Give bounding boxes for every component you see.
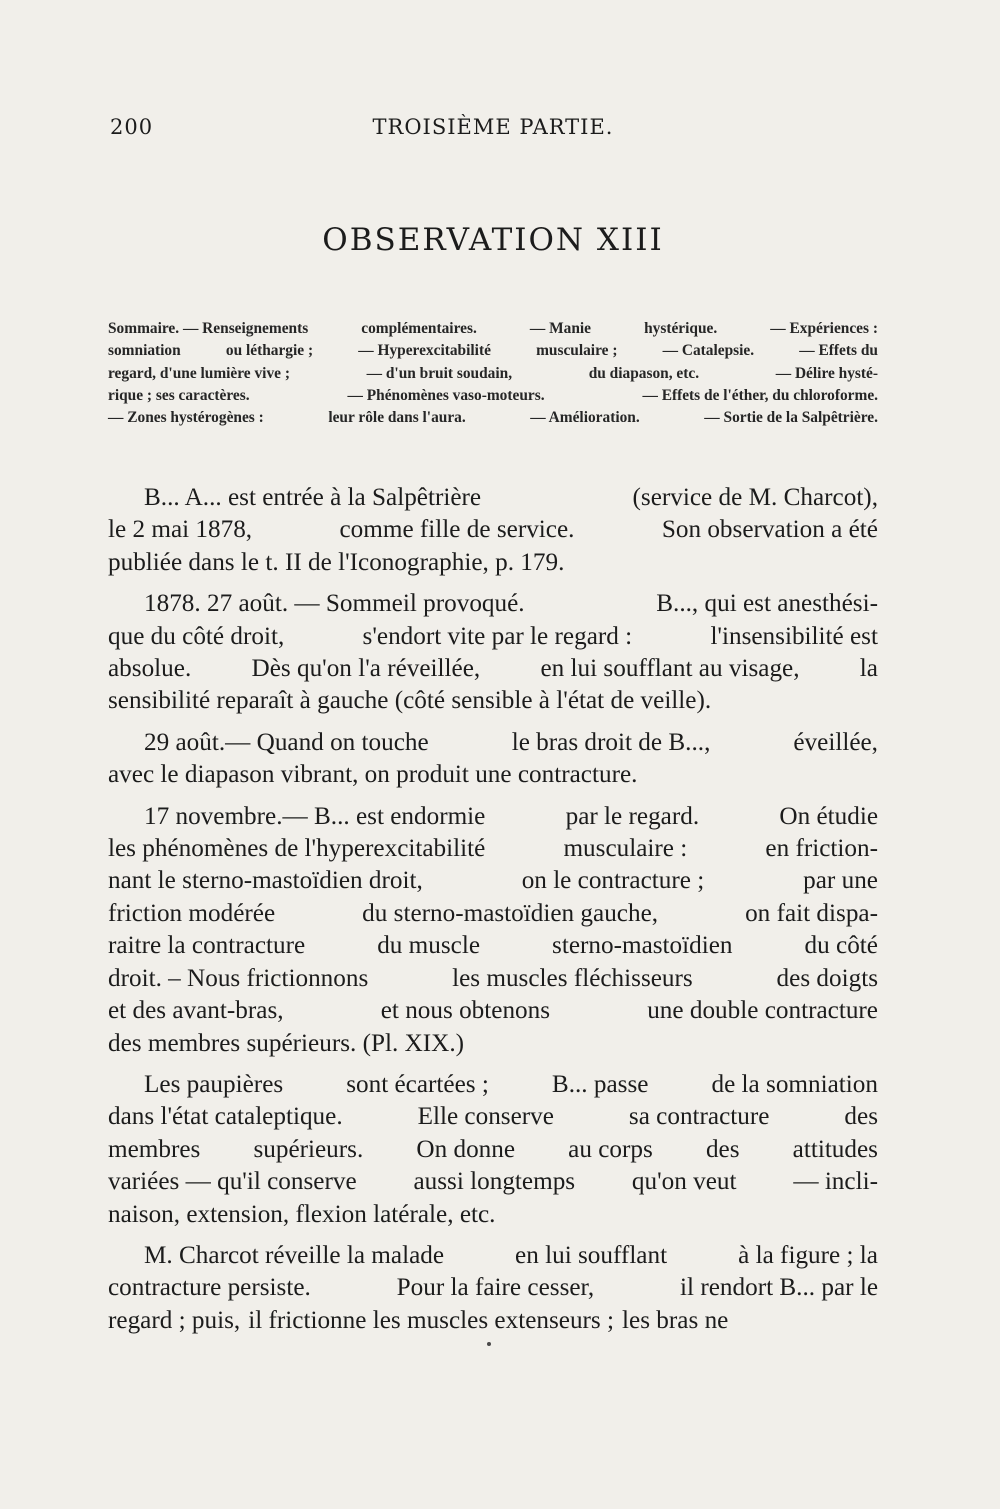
footer-mark xyxy=(487,1342,491,1346)
summary-fragment: — Hyperexcitabilité xyxy=(358,342,491,360)
text-fragment: sont écartées ; xyxy=(346,1070,489,1098)
text-fragment: les bras ne xyxy=(622,1306,729,1334)
text-line xyxy=(108,898,878,930)
summary-fragment: — d'un bruit soudain, xyxy=(366,364,513,382)
text-fragment: la xyxy=(859,655,878,683)
text-fragment: absolue. xyxy=(108,655,192,683)
text-fragment: sterno-mastoïdien xyxy=(552,932,733,960)
text-fragment: variées — qu'il conserve xyxy=(108,1168,357,1196)
text-fragment: et des avant-bras, xyxy=(108,997,284,1025)
summary-fragment: du diapason, etc. xyxy=(588,364,700,382)
summary-fragment: musculaire ; xyxy=(536,342,618,360)
summary-fragment: rique ; ses caractères. xyxy=(108,386,250,404)
text-fragment: en lui soufflant xyxy=(515,1241,668,1269)
text-fragment: l'insensibilité est xyxy=(710,622,878,650)
text-fragment: des xyxy=(705,1135,740,1163)
text-fragment: de la somniation xyxy=(711,1070,878,1098)
text-line xyxy=(108,1166,878,1198)
text-line xyxy=(108,653,878,685)
text-fragment: — incli- xyxy=(793,1168,878,1196)
text-fragment: le 2 mai 1878, xyxy=(108,516,253,544)
text-line xyxy=(108,1069,878,1101)
text-fragment: regard ; puis, xyxy=(108,1306,241,1334)
text-line xyxy=(108,759,878,791)
observation-title: OBSERVATION XIII xyxy=(322,222,664,258)
text-fragment: aussi longtemps xyxy=(413,1168,576,1196)
text-line xyxy=(108,482,878,514)
text-fragment: comme fille de service. xyxy=(339,516,575,544)
text-fragment: sensibilité reparaît à gauche (côté sensible à l'état de veille). xyxy=(108,687,712,715)
text-fragment: droit. – Nous frictionnons xyxy=(108,964,369,992)
summary-fragment: — Effets de l'éther, du chloroforme. xyxy=(642,386,878,404)
text-line xyxy=(108,727,878,759)
text-fragment: du côté xyxy=(804,932,878,960)
text-line xyxy=(108,865,878,897)
text-fragment: par une xyxy=(803,867,878,895)
summary-fragment: Sommaire. — Renseignements xyxy=(108,320,309,337)
text-fragment: les phénomènes de l'hyperexcitabilité xyxy=(108,835,486,863)
text-fragment: au corps xyxy=(568,1135,653,1163)
text-fragment: B..., qui est anesthési- xyxy=(656,590,878,618)
text-fragment: sa contracture xyxy=(628,1103,770,1131)
text-fragment: en friction- xyxy=(765,835,878,863)
body-text xyxy=(108,482,878,1337)
text-fragment: contracture persiste. xyxy=(108,1274,311,1302)
paragraph xyxy=(108,482,878,579)
text-fragment: 29 août.— Quand on touche xyxy=(144,728,429,756)
text-line xyxy=(108,1199,878,1231)
text-fragment: des xyxy=(844,1103,878,1131)
summary-block xyxy=(108,318,878,429)
text-line xyxy=(108,685,878,717)
summary-fragment: — Manie xyxy=(529,320,592,337)
text-fragment: Pour la faire cesser, xyxy=(396,1274,595,1302)
text-fragment: supérieurs. xyxy=(253,1135,364,1163)
text-fragment: les muscles fléchisseurs xyxy=(452,964,693,992)
summary-line xyxy=(108,363,878,385)
text-fragment: des doigts xyxy=(776,964,878,992)
summary-fragment: — Zones hystérogènes : xyxy=(108,409,264,427)
text-fragment: friction modérée xyxy=(108,899,276,927)
text-fragment: du muscle xyxy=(377,932,481,960)
text-fragment: On étudie xyxy=(779,802,878,830)
text-line xyxy=(108,621,878,653)
summary-fragment: regard, d'une lumière vive ; xyxy=(108,364,290,382)
text-fragment: dans l'état cataleptique. xyxy=(108,1103,343,1131)
text-fragment: naison, extension, flexion latérale, etc. xyxy=(108,1200,496,1228)
text-fragment: 17 novembre.— B... est endormie xyxy=(144,802,486,830)
text-line xyxy=(108,1305,878,1337)
text-fragment: en lui soufflant au visage, xyxy=(540,655,800,683)
text-fragment: M. Charcot réveille la malade xyxy=(144,1241,445,1269)
summary-line xyxy=(108,407,878,429)
text-line xyxy=(108,801,878,833)
text-fragment: il rendort B... par le xyxy=(680,1274,878,1302)
text-fragment: On donne xyxy=(416,1135,516,1163)
text-fragment: Son observation a été xyxy=(661,516,878,544)
text-fragment: des membres supérieurs. (Pl. XIX.) xyxy=(108,1029,465,1057)
summary-fragment: leur rôle dans l'aura. xyxy=(328,409,466,427)
text-fragment: on le contracture ; xyxy=(521,867,705,895)
text-fragment: avec le diapason vibrant, on produit une contracture. xyxy=(108,761,638,789)
text-fragment: Les paupières xyxy=(144,1070,284,1098)
paragraph xyxy=(108,1240,878,1337)
summary-fragment: hystérique. xyxy=(644,320,718,337)
paragraph xyxy=(108,801,878,1060)
running-head xyxy=(108,105,878,145)
paragraph xyxy=(108,727,878,792)
text-fragment: éveillée, xyxy=(793,728,878,756)
text-line xyxy=(108,930,878,962)
summary-fragment: — Phénomènes vaso-moteurs. xyxy=(347,386,545,404)
text-line xyxy=(108,1101,878,1133)
summary-fragment: complémentaires. xyxy=(361,320,477,337)
summary-fragment: — Expériences : xyxy=(770,320,878,337)
summary-fragment: — Effets du xyxy=(799,342,878,360)
summary-fragment: — Sortie de la Salpêtrière. xyxy=(704,409,878,427)
text-fragment: raitre la contracture xyxy=(108,932,306,960)
text-fragment: à la figure ; la xyxy=(738,1241,878,1269)
text-line xyxy=(108,963,878,995)
text-fragment: Dès qu'on l'a réveillée, xyxy=(251,655,481,683)
text-fragment: et nous obtenons xyxy=(380,997,551,1025)
summary-line xyxy=(108,340,878,362)
text-fragment: du sterno-mastoïdien gauche, xyxy=(362,899,659,927)
text-fragment: 1878. 27 août. — Sommeil provoqué. xyxy=(144,590,525,618)
text-fragment: s'endort vite par le regard : xyxy=(362,622,633,650)
text-fragment: (service de M. Charcot), xyxy=(632,484,878,511)
text-fragment: B... passe xyxy=(551,1070,649,1098)
summary-fragment: somniation xyxy=(108,342,181,360)
summary-fragment: — Amélioration. xyxy=(530,409,640,427)
text-fragment: Elle conserve xyxy=(417,1103,554,1131)
text-line xyxy=(108,1134,878,1166)
summary-line xyxy=(108,385,878,407)
text-fragment: par le regard. xyxy=(565,802,700,830)
paragraph xyxy=(108,1069,878,1231)
summary-fragment: — Délire hysté- xyxy=(775,364,878,382)
text-line xyxy=(108,1028,878,1060)
text-fragment: attitudes xyxy=(792,1135,878,1163)
text-fragment: B... A... est entrée à la Salpêtrière xyxy=(144,484,482,511)
text-fragment: membres xyxy=(108,1135,201,1163)
text-line xyxy=(108,1272,878,1304)
text-fragment: il frictionne les muscles extenseurs ; xyxy=(248,1306,615,1334)
text-line xyxy=(108,995,878,1027)
text-line xyxy=(108,547,878,579)
text-fragment: que du côté droit, xyxy=(108,622,285,650)
text-fragment: musculaire : xyxy=(563,835,688,863)
summary-line xyxy=(108,318,878,340)
text-line xyxy=(108,833,878,865)
text-line xyxy=(108,514,878,546)
part-title: TROISIÈME PARTIE. xyxy=(372,115,614,139)
text-fragment: nant le sterno-mastoïdien droit, xyxy=(108,867,423,895)
text-fragment: on fait dispa- xyxy=(745,899,878,927)
paragraph xyxy=(108,588,878,718)
text-fragment: le bras droit de B..., xyxy=(511,728,711,756)
summary-fragment: ou léthargie ; xyxy=(225,342,314,360)
text-fragment: qu'on veut xyxy=(631,1168,737,1196)
text-fragment: une double contracture xyxy=(647,997,878,1025)
text-fragment: publiée dans le t. II de l'Iconographie, p. 179. xyxy=(108,548,565,576)
summary-fragment: — Catalepsie. xyxy=(662,342,755,360)
text-line xyxy=(108,1240,878,1272)
page-number: 200 xyxy=(110,115,154,139)
text-line xyxy=(108,588,878,620)
